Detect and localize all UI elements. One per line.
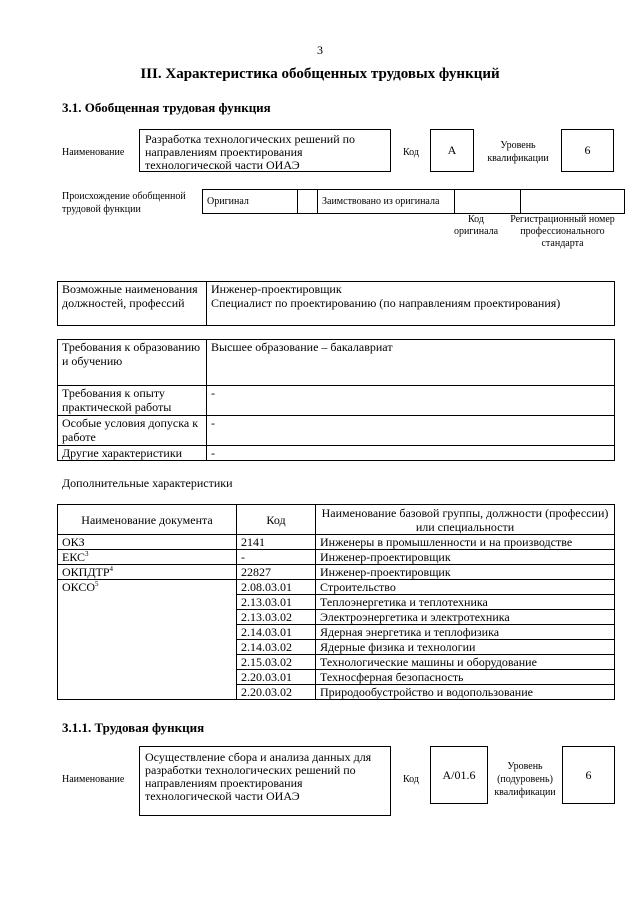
tf-name-label: Наименование xyxy=(62,774,125,785)
tf-name-value: Осуществление сбора и анализа данных для разработки технологических решений по направлениям проектирования технологической части ОИАЭ xyxy=(139,746,391,816)
doc-cell xyxy=(58,565,237,580)
name-cell: Электроэнергетика и электротехника xyxy=(316,610,615,625)
req-value: - xyxy=(207,446,615,461)
table-row xyxy=(58,386,615,416)
code-cell: 2.14.03.01 xyxy=(237,625,316,640)
footnote-mark: 5 xyxy=(95,580,99,588)
name-cell: Ядерная энергетика и теплофизика xyxy=(316,625,615,640)
origin-mark-cell xyxy=(298,190,318,214)
doc-name: ОКПДТР xyxy=(62,565,110,579)
name-cell: Теплоэнергетика и теплотехника xyxy=(316,595,615,610)
origin-borrowed: Заимствовано из оригинала xyxy=(318,190,455,214)
req-value: Высшее образование – бакалавриат xyxy=(207,340,615,386)
req-value: - xyxy=(207,416,615,446)
doc-cell xyxy=(58,550,237,565)
table-row xyxy=(58,535,615,550)
name-cell: Инженеры в промышленности и на производстве xyxy=(316,535,615,550)
col-code-header: Код xyxy=(237,505,316,535)
code-cell: - xyxy=(237,550,316,565)
table-row xyxy=(58,550,615,565)
code-cell: 2.15.03.02 xyxy=(237,655,316,670)
col-doc-header: Наименование документа xyxy=(58,505,237,535)
doc-cell: ОКЗ xyxy=(58,535,237,550)
req-label: Особые условия допуска к работе xyxy=(58,416,207,446)
origin-table xyxy=(202,189,625,214)
code-cell: 2.20.03.01 xyxy=(237,670,316,685)
origin-code-cell xyxy=(455,190,521,214)
gtf-level-value: 6 xyxy=(561,129,614,172)
table-row xyxy=(58,340,615,386)
code-cell: 2.13.03.02 xyxy=(237,610,316,625)
tf-level-value: 6 xyxy=(562,746,615,804)
gtf-heading: 3.1. Обобщенная трудовая функция xyxy=(62,100,271,115)
tf-heading: 3.1.1. Трудовая функция xyxy=(62,720,205,735)
position-2: Специалист по проектированию (по направлениям проектирования) xyxy=(211,296,561,310)
gtf-code-value: A xyxy=(430,129,474,172)
code-cell: 2.13.03.01 xyxy=(237,595,316,610)
positions-table xyxy=(57,281,615,326)
origin-code-caption: Код оригинала xyxy=(453,214,499,237)
footnote-mark: 4 xyxy=(109,565,114,573)
origin-original: Оригинал xyxy=(203,190,298,214)
doc-cell xyxy=(58,580,237,700)
page-number: 3 xyxy=(317,43,323,57)
doc-name: ЕКС xyxy=(62,550,86,564)
position-1: Инженер-проектировщик xyxy=(211,282,342,296)
tf-code-value: A/01.6 xyxy=(430,746,488,804)
name-cell: Техносферная безопасность xyxy=(316,670,615,685)
req-label: Требования к опыту практической работы xyxy=(58,386,207,416)
table-header-row xyxy=(58,505,615,535)
tf-code-label: Код xyxy=(403,774,419,785)
gtf-code-label: Код xyxy=(403,147,419,158)
gtf-name-value: Разработка технологических решений по направлениям проектирования технологической части ОИАЭ xyxy=(139,129,391,172)
code-cell: 22827 xyxy=(237,565,316,580)
req-label: Другие характеристики xyxy=(58,446,207,461)
code-cell: 2.08.03.01 xyxy=(237,580,316,595)
table-row xyxy=(58,416,615,446)
req-value: - xyxy=(207,386,615,416)
additional-table xyxy=(57,504,615,700)
section-title: III. Характеристика обобщенных трудовых функций xyxy=(140,66,500,82)
origin-reg-cell xyxy=(521,190,625,214)
name-cell: Строительство xyxy=(316,580,615,595)
table-row xyxy=(58,580,615,595)
origin-reg-caption: Регистрационный номер профессионального стандарта xyxy=(510,214,615,249)
name-cell: Природообустройство и водопользование xyxy=(316,685,615,700)
name-cell: Технологические машины и оборудование xyxy=(316,655,615,670)
positions-label: Возможные наименования должностей, профессий xyxy=(58,282,207,326)
code-cell: 2.14.03.02 xyxy=(237,640,316,655)
gtf-level-label: Уровень квалификации xyxy=(487,140,549,164)
col-name-header: Наименование базовой группы, должности (профессии) или специальности xyxy=(316,505,615,535)
code-cell: 2141 xyxy=(237,535,316,550)
gtf-name-label: Наименование xyxy=(62,147,125,158)
table-row xyxy=(58,446,615,461)
additional-heading: Дополнительные характеристики xyxy=(62,476,233,490)
name-cell: Инженер-проектировщик xyxy=(316,565,615,580)
req-label: Требования к образованию и обучению xyxy=(58,340,207,386)
name-cell: Инженер-проектировщик xyxy=(316,550,615,565)
table-row xyxy=(58,565,615,580)
tf-level-label: Уровень (подуровень) квалификации xyxy=(494,761,556,798)
origin-label: Происхождение обобщенной трудовой функции xyxy=(62,191,186,215)
code-cell: 2.20.03.02 xyxy=(237,685,316,700)
requirements-table xyxy=(57,339,615,461)
footnote-mark: 3 xyxy=(85,550,89,558)
doc-name: ОКСО xyxy=(62,580,96,594)
name-cell: Ядерные физика и технологии xyxy=(316,640,615,655)
